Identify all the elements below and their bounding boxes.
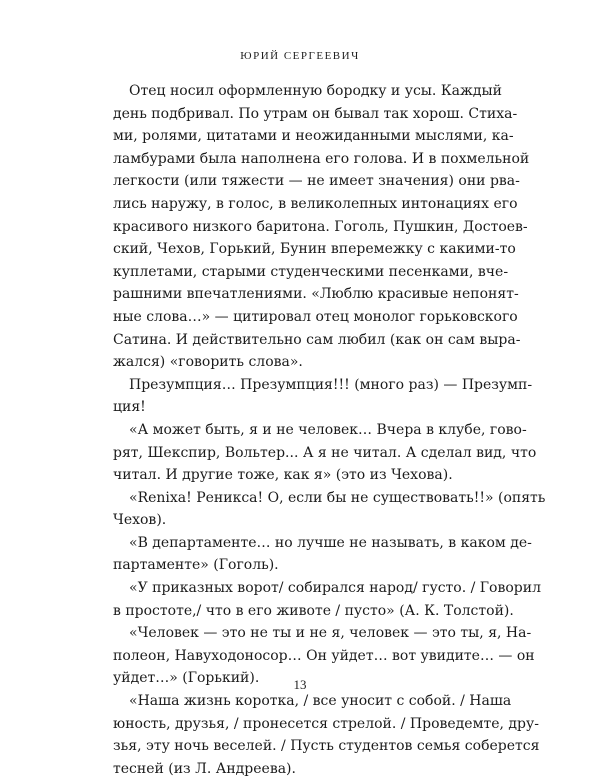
text-line: рашними впечатлениями. «Люблю красивые непонят- bbox=[113, 286, 519, 303]
text-line: «Reniха! Реникса! О, если бы не существовать!!» (опять bbox=[129, 489, 546, 506]
text-line: «А может быть, я и не человек… Вчера в клубе, гово- bbox=[129, 421, 527, 438]
text-line: «Человек — это не ты и не я, человек — это ты, я, На- bbox=[129, 625, 532, 642]
text-line: куплетами, старыми студенческими песенками, вче- bbox=[113, 263, 509, 280]
text-line: Сатина. И действительно сам любил (как он сам выра- bbox=[113, 331, 521, 348]
running-head: ЮРИЙ СЕРГЕЕВИЧ bbox=[240, 50, 360, 62]
text-line: красивого низкого баритона. Гоголь, Пушкин, Достоев- bbox=[113, 218, 528, 235]
text-line: Чехов). bbox=[113, 512, 167, 529]
text-line: читал. И другие тоже, как я» (это из Чехова). bbox=[113, 467, 453, 484]
page-number: 13 bbox=[293, 677, 307, 692]
text-line: ные слова…» — цитировал отец монолог горьковского bbox=[113, 308, 518, 325]
text-line: ламбурами была наполнена его голова. И в похмельной bbox=[113, 150, 530, 167]
text-line: полеон, Навуходоносор… Он уйдет… вот увидите… — он bbox=[113, 647, 535, 664]
text-line: рят, Шекспир, Вольтер... А я не читал. А сделал вид, что bbox=[113, 444, 537, 461]
text-line: жался) «говорить слова». bbox=[113, 354, 303, 371]
text-line: «В департаменте… но лучше не называть, в каком де- bbox=[129, 534, 532, 551]
text-line: Презумпция… Презумпция!!! (много раз) — Презумп- bbox=[129, 376, 533, 393]
text-line: Отец носил оформленную бородку и усы. Каждый bbox=[129, 83, 502, 99]
text-line: ция! bbox=[113, 399, 146, 416]
text-line: день подбривал. По утрам он бывал так хорош. Стиха- bbox=[113, 105, 518, 122]
text-line: тесней (из Л. Андреева). bbox=[113, 760, 296, 777]
text-line: в простоте,/ что в его животе / пусто» (А. К. Толстой). bbox=[113, 602, 514, 619]
text-line: легкости (или тяжести — не имеет значения) они рва- bbox=[113, 173, 520, 190]
text-line: зья, эту ночь веселей. / Пусть студентов семья соберется bbox=[113, 738, 540, 755]
text-line: ми, ролями, цитатами и неожиданными мыслями, ка- bbox=[113, 128, 514, 145]
text-line: уйдет…» (Горький). bbox=[113, 670, 260, 687]
text-line: ский, Чехов, Горький, Бунин вперемежку с какими-то bbox=[113, 241, 516, 258]
text-line: «Наша жизнь коротка, / все уносит с собой. / Наша bbox=[129, 693, 512, 710]
body-text bbox=[113, 80, 546, 780]
text-line: юность, друзья, / пронесется стрелой. / Проведемте, дру- bbox=[113, 715, 539, 732]
text-line: лись наружу, в голос, в великолепных интонациях его bbox=[113, 195, 518, 212]
text-line: партаменте» (Гоголь). bbox=[113, 557, 279, 574]
text-line: «У приказных ворот/ собирался народ/ густо. / Говорил bbox=[129, 580, 541, 597]
